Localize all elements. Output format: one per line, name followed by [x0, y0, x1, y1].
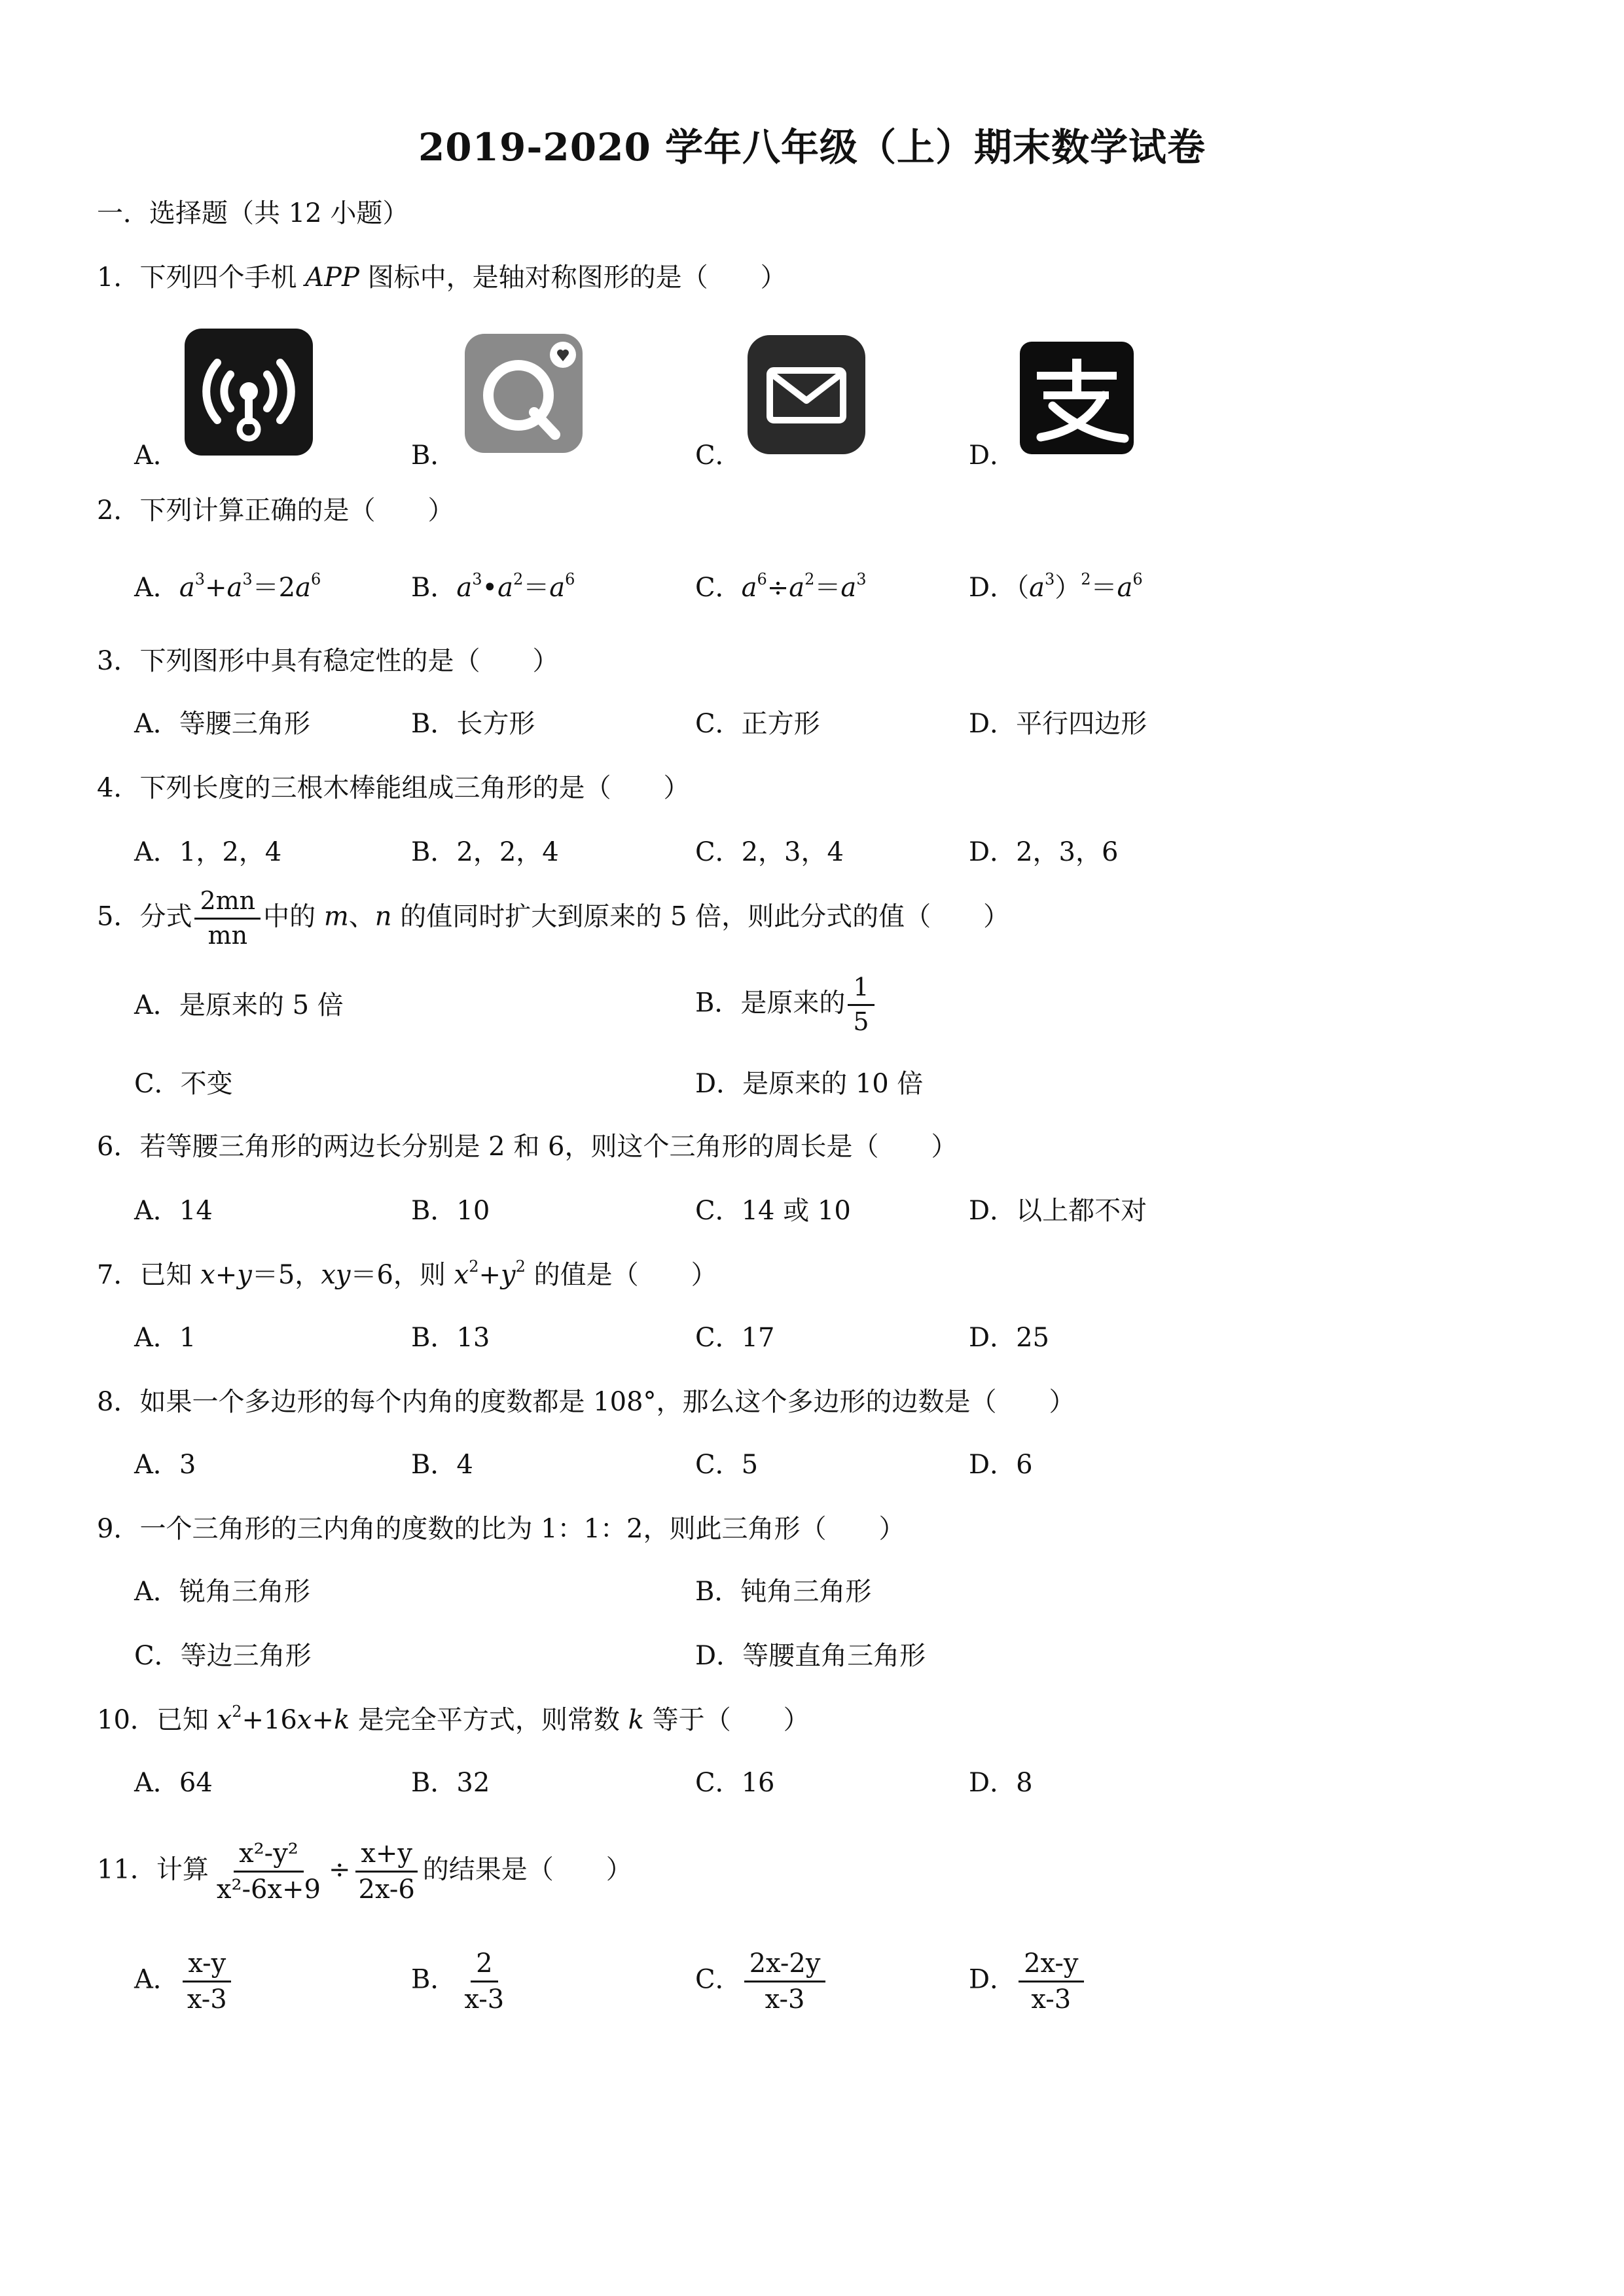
question-7-option-a: A．1 [134, 1323, 196, 1353]
alipay-icon [1019, 340, 1135, 456]
question-11-option-b: B． $\frac{2}{x-3}$ [411, 1948, 505, 2015]
question-6-option-b: B．10 [411, 1196, 490, 1226]
question-4-option-c: C．2，3，4 [695, 837, 844, 867]
question-1-stem: 1．下列四个手机 APP 图标中，是轴对称图形的是（ ） [97, 262, 787, 293]
question-7-option-d: D．25 [969, 1323, 1049, 1353]
question-2-stem: 2．下列计算正确的是（ ） [97, 495, 454, 526]
question-8-option-b: B．4 [411, 1450, 473, 1480]
question-10-stem: 10．已知 $x^2+16x+k$ 是完全平方式，则常数 k 等于（ ） [97, 1702, 810, 1735]
question-9-stem: 9．一个三角形的三内角的度数的比为 1：1：2，则此三角形（ ） [97, 1514, 905, 1544]
question-2-option-d: D．$(a^3)^2=a^6$ [969, 570, 1143, 603]
question-1-option-d-label: D． [969, 440, 1017, 471]
question-4-stem: 4．下列长度的三根木棒能组成三角形的是（ ） [97, 773, 690, 803]
question-5-option-c: C．不变 [134, 1069, 233, 1099]
question-1-option-b-label: B． [411, 440, 457, 471]
question-7-option-c: C．17 [695, 1323, 775, 1353]
question-6-option-d: D．以上都不对 [969, 1196, 1147, 1226]
question-11-fraction-1: $\frac{\text{x²-y²}}{\text{x²-6x+9}}$ [216, 1839, 321, 1905]
question-1-option-c-label: C． [695, 440, 742, 471]
question-9-option-c: C．等边三角形 [134, 1641, 312, 1671]
question-3-option-a: A．等腰三角形 [134, 709, 310, 739]
question-9-option-d: D．等腰直角三角形 [695, 1641, 926, 1671]
question-5-stem: 5．分式 $\frac{2mn}{mn}$ 中的 m、n 的值同时扩大到原来的 5 倍，则此分式的值（ ） [97, 886, 1010, 950]
question-6-stem: 6．若等腰三角形的两边长分别是 2 和 6，则这个三角形的周长是（ ） [97, 1132, 958, 1162]
question-4-option-a: A．1，2，4 [134, 837, 282, 867]
question-10-option-a: A．64 [134, 1768, 213, 1798]
exam-title: 2019-2020 学年八年级（上）期末数学试卷 [418, 125, 1206, 170]
question-8-option-d: D．6 [969, 1450, 1033, 1480]
question-8-option-c: C．5 [695, 1450, 759, 1480]
q-search-icon [463, 332, 584, 454]
mail-icon [746, 334, 867, 456]
question-5-option-b: B．是原来的 $\frac{1}{5}$ [695, 974, 877, 1036]
question-5-option-d: D．是原来的 10 倍 [695, 1069, 924, 1099]
question-11-option-d: D． $\frac{2x-y}{x-3}$ [969, 1949, 1087, 2014]
question-2-option-b: B．$a^3•a^2=a^6$ [411, 570, 575, 603]
question-3-option-c: C．正方形 [695, 709, 820, 739]
question-11-stem: 11．计算 $\frac{\text{x²-y²}}{\text{x²-6x+9}}$ ÷ $\frac{x+y}{2x-6}$ 的结果是（ ） [97, 1839, 632, 1905]
question-4-option-d: D．2，3，6 [969, 837, 1119, 867]
question-10-option-d: D．8 [969, 1768, 1033, 1798]
question-6-option-c: C．14 或 10 [695, 1196, 851, 1226]
question-7-stem: 7．已知 x+y＝5，xy＝6，则 $x^2+y^2$ 的值是（ ） [97, 1257, 717, 1290]
question-7-option-b: B．13 [411, 1323, 490, 1353]
wifi-key-icon [183, 327, 314, 457]
question-8-option-a: A．3 [134, 1450, 196, 1480]
question-11-option-c: C． $\frac{2x-2y}{x-3}$ [695, 1949, 828, 2014]
question-8-stem: 8．如果一个多边形的每个内角的度数都是 108°，那么这个多边形的边数是（ ） [97, 1387, 1075, 1417]
question-5-option-a: A．是原来的 5 倍 [134, 990, 344, 1020]
question-9-option-a: A．锐角三角形 [134, 1577, 310, 1607]
question-6-option-a: A．14 [134, 1196, 213, 1226]
section-heading: 一．选择题（共 12 小题） [97, 198, 409, 228]
question-3-stem: 3．下列图形中具有稳定性的是（ ） [97, 646, 559, 676]
question-1-option-a-label: A． [134, 440, 179, 471]
question-5-fraction: $\frac{2mn}{mn}$ [194, 888, 261, 950]
question-9-option-b: B．钝角三角形 [695, 1577, 872, 1607]
question-2-option-c: C．$a^6\div a^2=a^3$ [695, 570, 867, 603]
question-4-option-b: B．2，2，4 [411, 837, 559, 867]
question-11-fraction-2: $\frac{x+y}{2x-6}$ [353, 1839, 420, 1904]
question-3-option-b: B．长方形 [411, 709, 535, 739]
question-3-option-d: D．平行四边形 [969, 709, 1147, 739]
question-11-option-a: A． $\frac{x-y}{x-3}$ [134, 1949, 235, 2014]
question-10-option-c: C．16 [695, 1768, 775, 1798]
question-10-option-b: B．32 [411, 1768, 490, 1798]
question-2-option-a: A．$a^3+a^3=2a^6$ [134, 570, 321, 603]
